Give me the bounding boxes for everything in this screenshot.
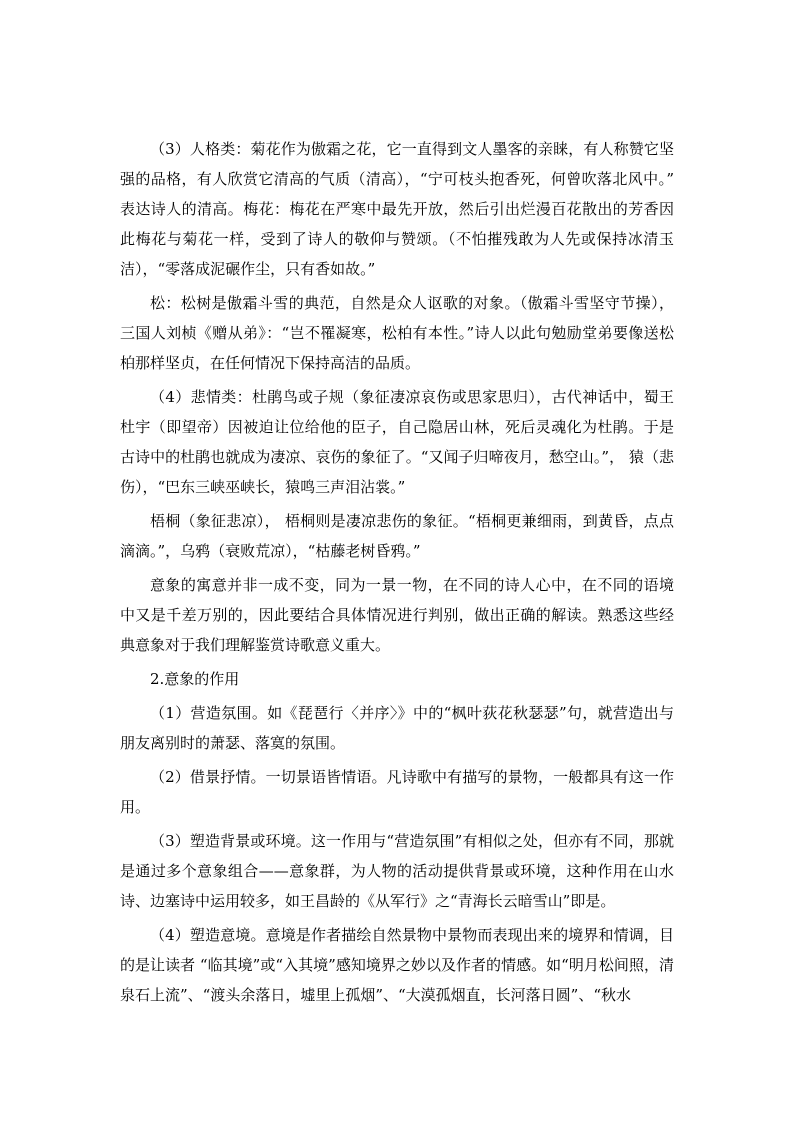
paragraph-express-emotion: （2）借景抒情。一切景语皆情语。凡诗歌中有描写的景物，一般都具有这一作用。	[120, 768, 674, 816]
section-heading-imagery-function: 2.意象的作用	[150, 670, 240, 688]
paragraph-parasol-tree: 梧桐（象征悲凉）， 梧桐则是凄凉悲伤的象征。“梧桐更兼细雨，到黄昏，点点滴滴。”，乌鸦（衰败荒凉），“枯藤老树昏鸦。”	[120, 512, 674, 560]
paragraph-sorrow-type: （4）悲情类：杜鹃鸟或子规（象征凄凉哀伤或思家思归），古代神话中，蜀王杜宇（即望帝）因被迫让位给他的臣子，自己隐居山林，死后灵魂化为杜鹃。于是古诗中的杜鹃也就成为凄凉、哀伤的象征了。“又闻子归啼夜月，愁空山。”， 猿（悲伤），“巴东三峡巫峡长，猿鸣三声泪沾裳。”	[120, 388, 674, 496]
paragraph-shape-background: （3）塑造背景或环境。这一作用与“营造氛围”有相似之处，但亦有不同，那就是通过多个意象组合——意象群，为人物的活动提供背景或环境，这种作用在山水诗、边塞诗中运用较多，如王昌龄的《从军行》之“青海长云暗雪山”即是。	[120, 832, 674, 910]
paragraph-personality-type: （3）人格类：菊花作为傲霜之花，它一直得到文人墨客的亲睐，有人称赞它坚强的品格，有人欣赏它清高的气质（清高），“宁可枝头抱香死，何曾吹落北风中。” 表达诗人的清高。梅花：梅花在严寒中最先开放，然后引出烂漫百花散出的芳香因此梅花与菊花一样，受到了诗人的敬仰与赞颂。（不怕摧残敢为人先或保持冰清玉洁），“零落成泥碾作尘，只有香如故。”	[120, 140, 674, 278]
paragraph-imagery-meaning: 意象的寓意并非一成不变，同为一景一物，在不同的诗人心中，在不同的语境中又是千差万别的，因此要结合具体情况进行判别，做出正确的解读。熟悉这些经典意象对于我们理解鉴赏诗歌意义重大。	[120, 576, 674, 654]
paragraph-pine: 松：松树是傲霜斗雪的典范，自然是众人讴歌的对象。（傲霜斗雪坚守节操），三国人刘桢《赠从弟》：“岂不罹凝寒，松柏有本性。”诗人以此句勉励堂弟要像送松柏那样坚贞，在任何情况下保持高洁的品质。	[120, 294, 674, 372]
paragraph-create-atmosphere: （1）营造氛围。如《琵琶行〈并序〉》中的“枫叶荻花秋瑟瑟”句，就营造出与朋友离别时的萧瑟、落寞的氛围。	[120, 704, 674, 752]
paragraph-shape-mood: （4）塑造意境。意境是作者描绘自然景物中景物而表现出来的境界和情调，目的是让读者 “临其境”或“入其境”感知境界之妙以及作者的情感。如“明月松间照，清泉石上流”、“渡头余落日，墟里上孤烟”、“大漠孤烟直，长河落日圆”、“秋水	[120, 926, 674, 1004]
